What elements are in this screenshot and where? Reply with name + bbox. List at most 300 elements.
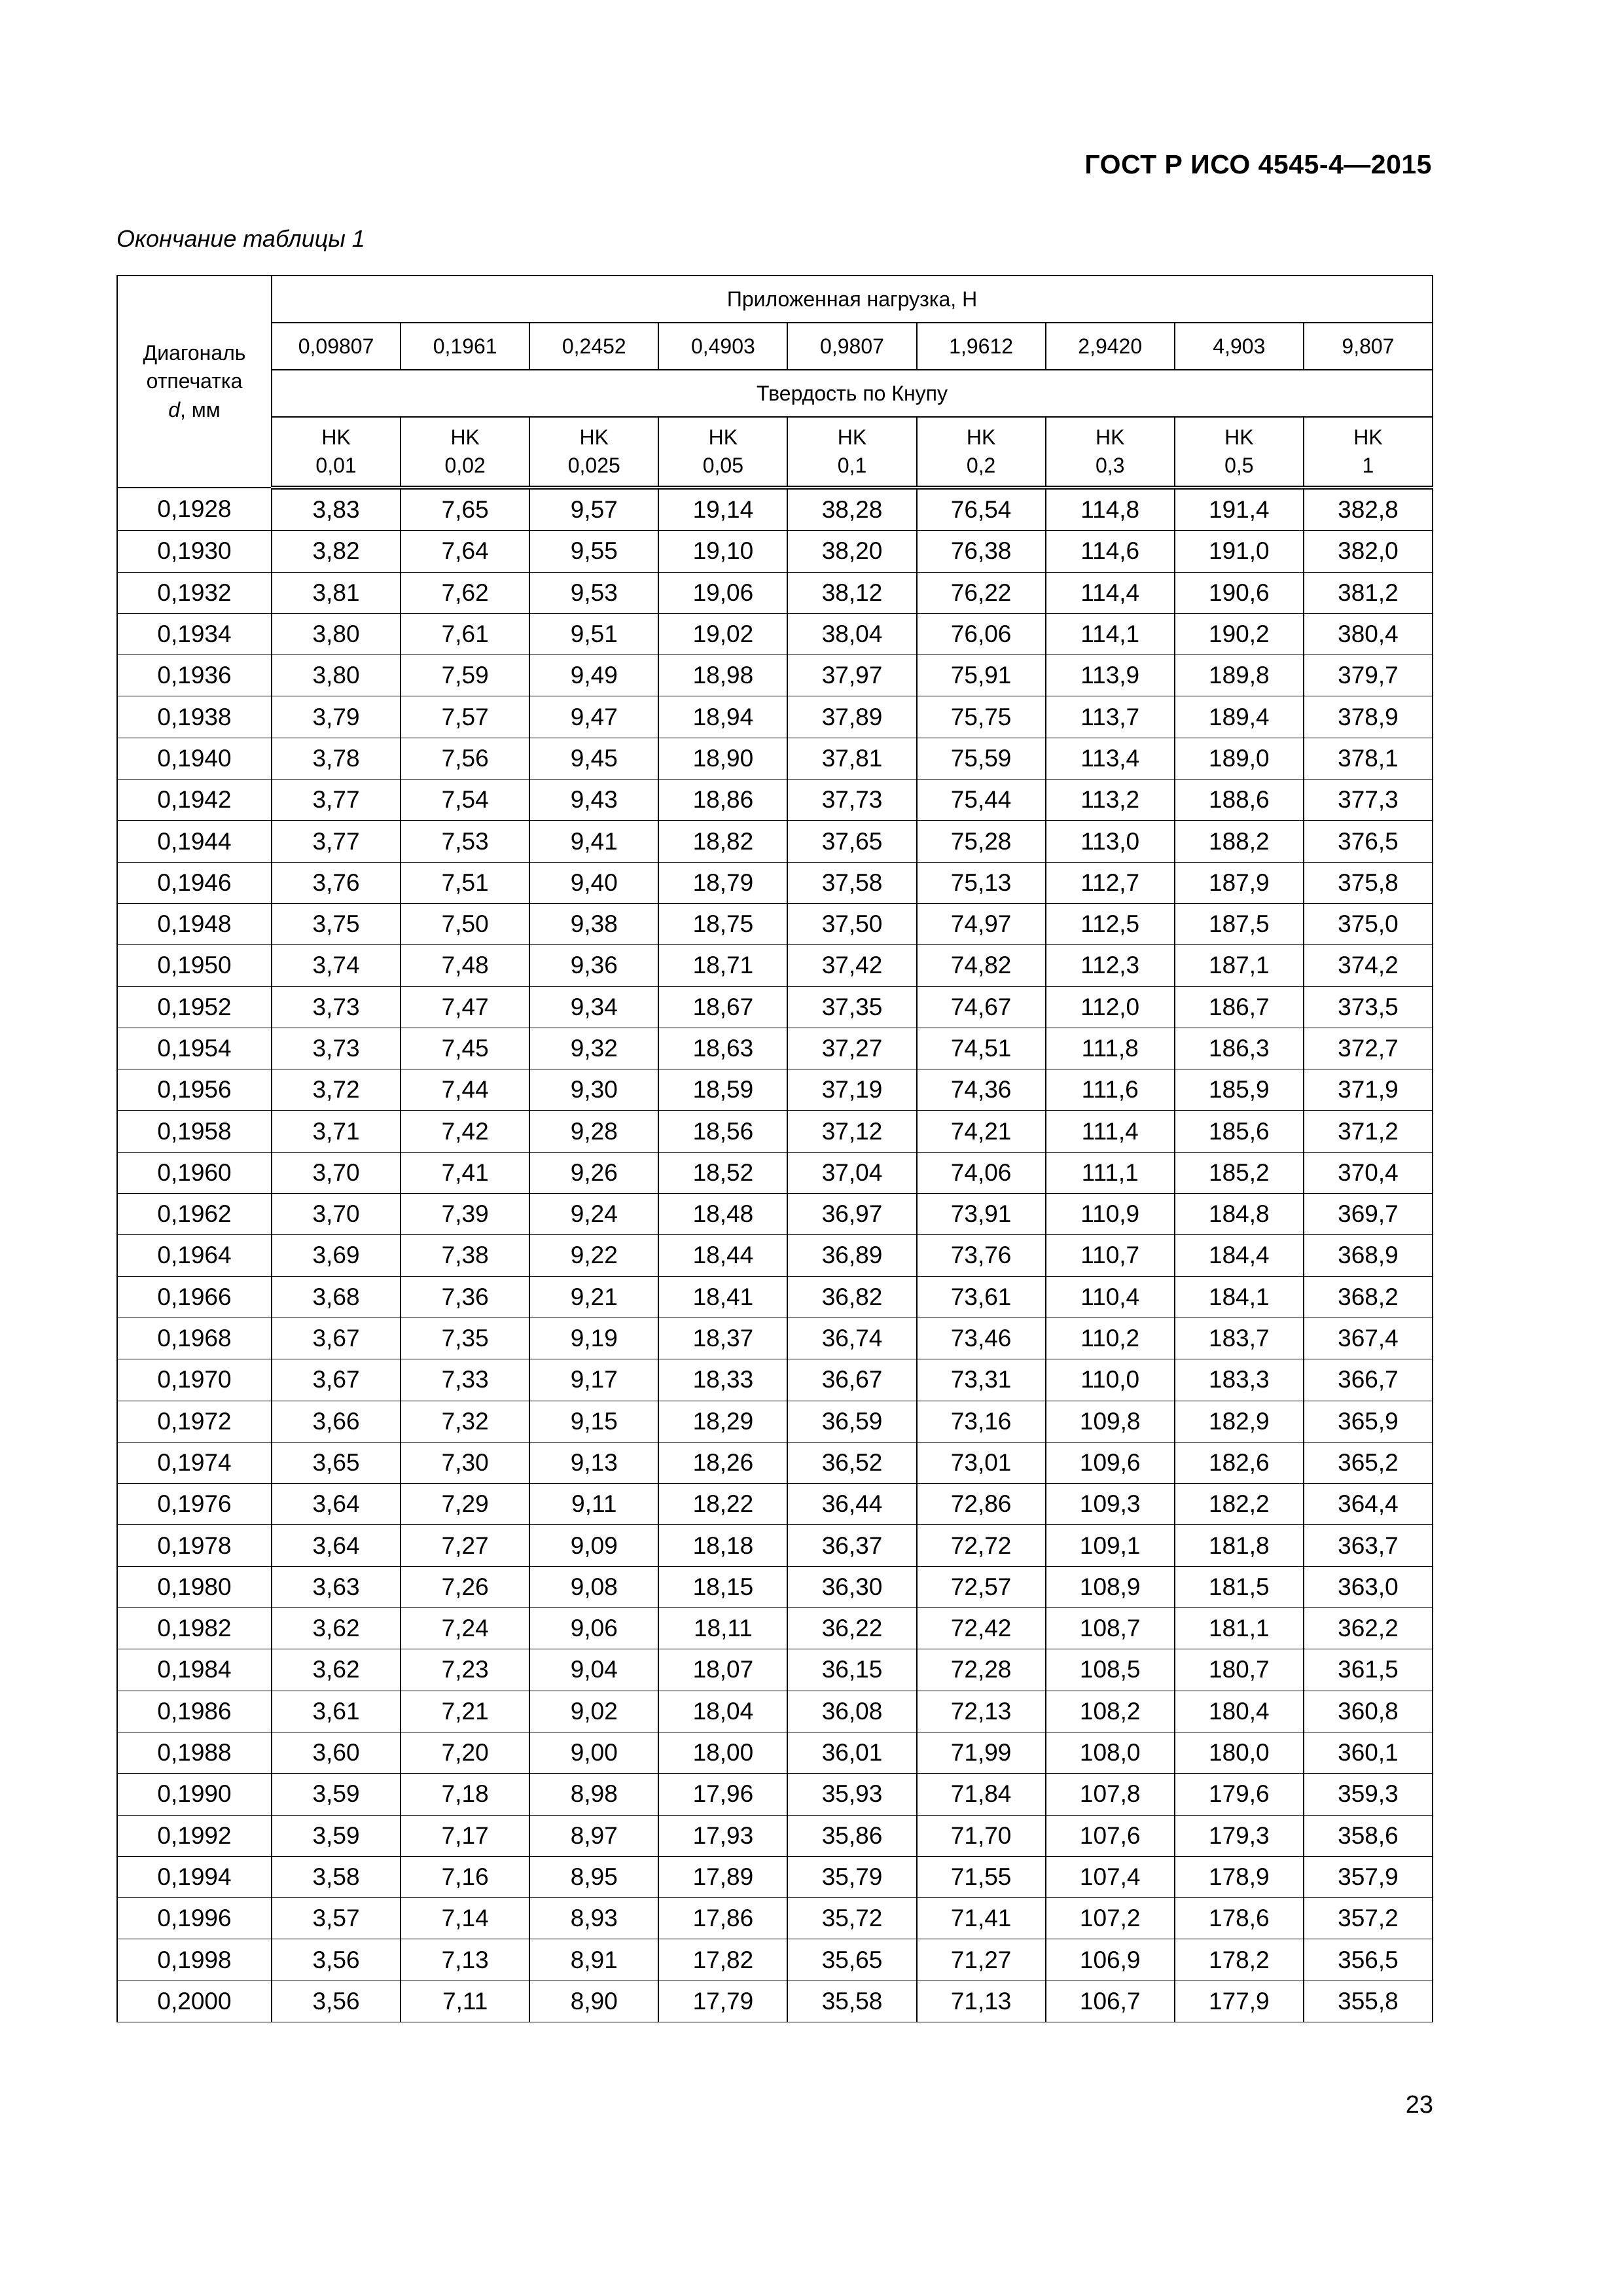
diagonal-cell: 0,1974 [117,1442,272,1483]
hardness-value-cell: 72,72 [917,1525,1046,1566]
hardness-value-cell: 3,63 [272,1566,401,1607]
diagonal-cell: 0,1950 [117,945,272,986]
hardness-value-cell: 19,06 [658,572,787,613]
diagonal-cell: 0,1942 [117,780,272,821]
hardness-value-cell: 3,80 [272,655,401,696]
hardness-value-cell: 7,56 [401,738,529,779]
hardness-value-cell: 3,61 [272,1691,401,1732]
hardness-value-cell: 37,89 [787,696,916,738]
table-row [117,862,1433,903]
table-row [117,1774,1433,1815]
hardness-value-cell: 381,2 [1304,572,1433,613]
hardness-value-cell: 8,90 [529,1981,658,2022]
hardness-value-cell: 7,57 [401,696,529,738]
hardness-value-cell: 9,09 [529,1525,658,1566]
table-body [117,488,1433,2022]
hardness-value-cell: 9,08 [529,1566,658,1607]
hardness-value-cell: 108,5 [1046,1649,1175,1691]
table-row [117,1235,1433,1276]
hardness-value-cell: 184,8 [1175,1194,1304,1235]
hardness-value-cell: 111,8 [1046,1028,1175,1069]
diagonal-symbol: d [168,397,180,422]
hardness-value-cell: 35,79 [787,1856,916,1897]
hardness-value-cell: 18,56 [658,1111,787,1152]
diagonal-cell: 0,1962 [117,1194,272,1235]
hardness-value-cell: 7,45 [401,1028,529,1069]
hardness-value-cell: 370,4 [1304,1152,1433,1193]
hardness-value-cell: 75,91 [917,655,1046,696]
hardness-value-cell: 369,7 [1304,1194,1433,1235]
hardness-scale-value: 0,1 [837,454,867,477]
hardness-value-cell: 18,48 [658,1194,787,1235]
hardness-value-cell: 108,7 [1046,1608,1175,1649]
hardness-value-cell: 7,54 [401,780,529,821]
hardness-value-cell: 72,57 [917,1566,1046,1607]
hardness-scale-symbol: HK [579,425,609,449]
hardness-value-cell: 189,4 [1175,696,1304,738]
hardness-value-cell: 178,2 [1175,1939,1304,1981]
hardness-value-cell: 184,4 [1175,1235,1304,1276]
diagonal-header-line2: отпечатка [146,369,243,393]
hardness-value-cell: 3,81 [272,572,401,613]
hardness-value-cell: 180,7 [1175,1649,1304,1691]
hardness-scale-header [917,417,1046,488]
hardness-value-cell: 7,26 [401,1566,529,1607]
table-row [117,1898,1433,1939]
hardness-value-cell: 71,55 [917,1856,1046,1897]
table-row [117,1152,1433,1193]
table-row [117,1111,1433,1152]
hardness-value-cell: 9,02 [529,1691,658,1732]
hardness-value-cell: 182,9 [1175,1401,1304,1442]
hardness-value-cell: 36,22 [787,1608,916,1649]
hardness-value-cell: 178,9 [1175,1856,1304,1897]
hardness-value-cell: 76,22 [917,572,1046,613]
load-value-header: 0,2452 [529,323,658,370]
table-row [117,1815,1433,1856]
hardness-value-cell: 114,1 [1046,613,1175,655]
hardness-value-cell: 9,47 [529,696,658,738]
diagonal-cell: 0,1934 [117,613,272,655]
hardness-value-cell: 36,97 [787,1194,916,1235]
hardness-value-cell: 185,9 [1175,1069,1304,1111]
hardness-value-cell: 371,9 [1304,1069,1433,1111]
hardness-value-cell: 3,70 [272,1152,401,1193]
hardness-value-cell: 8,98 [529,1774,658,1815]
hardness-value-cell: 75,13 [917,862,1046,903]
hardness-value-cell: 7,59 [401,655,529,696]
hardness-scale-row [117,417,1433,488]
diagonal-cell: 0,1982 [117,1608,272,1649]
diagonal-cell: 0,1928 [117,488,272,531]
hardness-value-cell: 113,4 [1046,738,1175,779]
table-row [117,1276,1433,1318]
hardness-value-cell: 3,65 [272,1442,401,1483]
hardness-value-cell: 185,2 [1175,1152,1304,1193]
diagonal-cell: 0,1958 [117,1111,272,1152]
diagonal-cell: 0,1944 [117,821,272,862]
hardness-value-cell: 362,2 [1304,1608,1433,1649]
hardness-value-cell: 72,42 [917,1608,1046,1649]
hardness-value-cell: 7,38 [401,1235,529,1276]
hardness-value-cell: 380,4 [1304,613,1433,655]
table-row [117,945,1433,986]
hardness-value-cell: 111,4 [1046,1111,1175,1152]
hardness-value-cell: 37,35 [787,986,916,1028]
hardness-value-cell: 182,6 [1175,1442,1304,1483]
hardness-value-cell: 7,24 [401,1608,529,1649]
hardness-value-cell: 9,36 [529,945,658,986]
table-row [117,1359,1433,1401]
hardness-value-cell: 181,1 [1175,1608,1304,1649]
load-value-header: 0,09807 [272,323,401,370]
hardness-value-cell: 9,55 [529,531,658,572]
hardness-value-cell: 75,75 [917,696,1046,738]
hardness-value-cell: 37,73 [787,780,916,821]
hardness-scale-value: 0,025 [567,454,620,477]
hardness-value-cell: 19,02 [658,613,787,655]
hardness-scale-value: 1 [1362,454,1374,477]
hardness-value-cell: 7,20 [401,1732,529,1773]
hardness-value-cell: 38,20 [787,531,916,572]
table-row [117,1401,1433,1442]
hardness-value-cell: 37,50 [787,903,916,944]
hardness-value-cell: 18,11 [658,1608,787,1649]
table-row [117,821,1433,862]
hardness-value-cell: 3,57 [272,1898,401,1939]
hardness-value-cell: 9,13 [529,1442,658,1483]
hardness-value-cell: 189,0 [1175,738,1304,779]
hardness-value-cell: 375,8 [1304,862,1433,903]
diagonal-cell: 0,1984 [117,1649,272,1691]
hardness-value-cell: 7,27 [401,1525,529,1566]
diagonal-cell: 0,1948 [117,903,272,944]
hardness-value-cell: 365,9 [1304,1401,1433,1442]
hardness-value-cell: 363,7 [1304,1525,1433,1566]
hardness-value-cell: 190,6 [1175,572,1304,613]
hardness-value-cell: 9,21 [529,1276,658,1318]
hardness-value-cell: 75,59 [917,738,1046,779]
hardness-value-cell: 3,72 [272,1069,401,1111]
diagonal-cell: 0,1932 [117,572,272,613]
hardness-value-cell: 72,86 [917,1484,1046,1525]
hardness-value-cell: 3,83 [272,488,401,531]
diagonal-cell: 0,1990 [117,1774,272,1815]
hardness-scale-value: 0,02 [444,454,486,477]
hardness-value-cell: 375,0 [1304,903,1433,944]
hardness-value-cell: 76,38 [917,531,1046,572]
hardness-value-cell: 3,79 [272,696,401,738]
hardness-value-cell: 3,60 [272,1732,401,1773]
hardness-value-cell: 3,70 [272,1194,401,1235]
hardness-value-cell: 3,69 [272,1235,401,1276]
hardness-value-cell: 182,2 [1175,1484,1304,1525]
hardness-value-cell: 7,32 [401,1401,529,1442]
hardness-value-cell: 7,16 [401,1856,529,1897]
hardness-value-cell: 3,77 [272,821,401,862]
hardness-value-cell: 7,47 [401,986,529,1028]
hardness-value-cell: 18,75 [658,903,787,944]
hardness-value-cell: 38,28 [787,488,916,531]
diagonal-cell: 0,1968 [117,1318,272,1359]
hardness-value-cell: 7,62 [401,572,529,613]
diagonal-cell: 0,1964 [117,1235,272,1276]
hardness-value-cell: 36,15 [787,1649,916,1691]
hardness-value-cell: 7,39 [401,1194,529,1235]
hardness-value-cell: 9,04 [529,1649,658,1691]
hardness-value-cell: 190,2 [1175,613,1304,655]
hardness-value-cell: 9,15 [529,1401,658,1442]
hardness-value-cell: 18,07 [658,1649,787,1691]
hardness-scale-header [529,417,658,488]
table-row [117,903,1433,944]
hardness-value-cell: 7,51 [401,862,529,903]
hardness-value-cell: 179,3 [1175,1815,1304,1856]
hardness-value-cell: 9,17 [529,1359,658,1401]
hardness-value-cell: 106,9 [1046,1939,1175,1981]
hardness-value-cell: 38,04 [787,613,916,655]
hardness-value-cell: 36,67 [787,1359,916,1401]
hardness-value-cell: 7,64 [401,531,529,572]
hardness-value-cell: 18,44 [658,1235,787,1276]
hardness-value-cell: 7,13 [401,1939,529,1981]
hardness-value-cell: 74,67 [917,986,1046,1028]
diagonal-cell: 0,1952 [117,986,272,1028]
hardness-value-cell: 37,04 [787,1152,916,1193]
hardness-scale-header [1175,417,1304,488]
table-row [117,531,1433,572]
hardness-value-cell: 184,1 [1175,1276,1304,1318]
hardness-value-cell: 73,01 [917,1442,1046,1483]
hardness-value-cell: 3,77 [272,780,401,821]
hardness-value-cell: 74,21 [917,1111,1046,1152]
hardness-value-cell: 3,62 [272,1608,401,1649]
diagonal-column-header [117,276,272,488]
table-row [117,1069,1433,1111]
hardness-value-cell: 179,6 [1175,1774,1304,1815]
hardness-value-cell: 18,29 [658,1401,787,1442]
hardness-value-cell: 109,3 [1046,1484,1175,1525]
hardness-value-cell: 9,11 [529,1484,658,1525]
hardness-value-cell: 109,6 [1046,1442,1175,1483]
hardness-value-cell: 9,28 [529,1111,658,1152]
hardness-scale-value: 0,5 [1224,454,1254,477]
hardness-value-cell: 360,1 [1304,1732,1433,1773]
table-row [117,1028,1433,1069]
hardness-value-cell: 75,44 [917,780,1046,821]
hardness-value-cell: 8,91 [529,1939,658,1981]
hardness-value-cell: 187,1 [1175,945,1304,986]
hardness-value-cell: 371,2 [1304,1111,1433,1152]
diagonal-cell: 0,1954 [117,1028,272,1069]
hardness-value-cell: 7,33 [401,1359,529,1401]
hardness-value-cell: 18,79 [658,862,787,903]
table-row [117,613,1433,655]
hardness-value-cell: 374,2 [1304,945,1433,986]
hardness-value-cell: 7,21 [401,1691,529,1732]
hardness-value-cell: 9,24 [529,1194,658,1235]
hardness-value-cell: 361,5 [1304,1649,1433,1691]
hardness-value-cell: 19,10 [658,531,787,572]
hardness-value-cell: 3,82 [272,531,401,572]
hardness-scale-header [272,417,401,488]
hardness-value-cell: 71,27 [917,1939,1046,1981]
hardness-value-cell: 366,7 [1304,1359,1433,1401]
hardness-scale-symbol: HK [708,425,738,449]
hardness-value-cell: 363,0 [1304,1566,1433,1607]
table-row [117,1194,1433,1235]
hardness-value-cell: 359,3 [1304,1774,1433,1815]
hardness-value-cell: 185,6 [1175,1111,1304,1152]
hardness-value-cell: 18,18 [658,1525,787,1566]
hardness-value-cell: 112,7 [1046,862,1175,903]
hardness-value-cell: 9,43 [529,780,658,821]
hardness-value-cell: 7,50 [401,903,529,944]
hardness-value-cell: 108,2 [1046,1691,1175,1732]
hardness-value-cell: 19,14 [658,488,787,531]
table-row [117,1981,1433,2022]
page-number: 23 [1405,2091,1433,2119]
hardness-value-cell: 9,32 [529,1028,658,1069]
hardness-value-cell: 7,53 [401,821,529,862]
hardness-value-cell: 37,12 [787,1111,916,1152]
hardness-value-cell: 3,58 [272,1856,401,1897]
hardness-value-cell: 35,86 [787,1815,916,1856]
hardness-value-cell: 3,64 [272,1484,401,1525]
hardness-value-cell: 37,58 [787,862,916,903]
hardness-value-cell: 36,59 [787,1401,916,1442]
hardness-value-cell: 183,7 [1175,1318,1304,1359]
hardness-value-cell: 7,23 [401,1649,529,1691]
hardness-value-cell: 17,86 [658,1898,787,1939]
table-row [117,1732,1433,1773]
hardness-value-cell: 18,71 [658,945,787,986]
table-caption: Окончание таблицы 1 [116,225,365,252]
hardness-value-cell: 7,36 [401,1276,529,1318]
hardness-value-cell: 35,72 [787,1898,916,1939]
hardness-value-cell: 3,73 [272,986,401,1028]
diagonal-cell: 0,1956 [117,1069,272,1111]
table-row [117,1608,1433,1649]
hardness-value-cell: 38,12 [787,572,916,613]
hardness-value-cell: 9,06 [529,1608,658,1649]
hardness-value-cell: 73,31 [917,1359,1046,1401]
load-value-header: 0,9807 [787,323,916,370]
hardness-value-cell: 114,6 [1046,531,1175,572]
hardness-value-cell: 37,42 [787,945,916,986]
hardness-value-cell: 107,4 [1046,1856,1175,1897]
hardness-value-cell: 74,06 [917,1152,1046,1193]
hardness-value-cell: 191,0 [1175,531,1304,572]
hardness-value-cell: 18,90 [658,738,787,779]
hardness-value-cell: 3,66 [272,1401,401,1442]
hardness-value-cell: 37,97 [787,655,916,696]
hardness-value-cell: 110,2 [1046,1318,1175,1359]
hardness-value-cell: 181,5 [1175,1566,1304,1607]
hardness-value-cell: 7,35 [401,1318,529,1359]
hardness-scale-symbol: HK [966,425,996,449]
hardness-value-cell: 3,68 [272,1276,401,1318]
table-row [117,986,1433,1028]
diagonal-cell: 0,1994 [117,1856,272,1897]
table-header [117,276,1433,488]
hardness-value-cell: 71,13 [917,1981,1046,2022]
hardness-value-cell: 9,22 [529,1235,658,1276]
table-row [117,1566,1433,1607]
hardness-value-cell: 73,76 [917,1235,1046,1276]
hardness-value-cell: 111,6 [1046,1069,1175,1111]
hardness-value-cell: 108,0 [1046,1732,1175,1773]
hardness-value-cell: 3,80 [272,613,401,655]
hardness-value-cell: 379,7 [1304,655,1433,696]
hardness-value-cell: 187,9 [1175,862,1304,903]
diagonal-cell: 0,1938 [117,696,272,738]
hardness-value-cell: 356,5 [1304,1939,1433,1981]
hardness-value-cell: 71,99 [917,1732,1046,1773]
hardness-value-cell: 71,41 [917,1898,1046,1939]
hardness-value-cell: 73,46 [917,1318,1046,1359]
hardness-value-cell: 17,89 [658,1856,787,1897]
diagonal-cell: 0,1998 [117,1939,272,1981]
hardness-value-cell: 74,97 [917,903,1046,944]
hardness-value-cell: 3,62 [272,1649,401,1691]
hardness-value-cell: 37,81 [787,738,916,779]
hardness-value-cell: 75,28 [917,821,1046,862]
diagonal-cell: 0,1978 [117,1525,272,1566]
table-row [117,1318,1433,1359]
hardness-value-cell: 378,9 [1304,696,1433,738]
hardness-value-cell: 18,15 [658,1566,787,1607]
hardness-value-cell: 7,29 [401,1484,529,1525]
hardness-value-cell: 7,14 [401,1898,529,1939]
load-value-header: 2,9420 [1046,323,1175,370]
hardness-value-cell: 109,8 [1046,1401,1175,1442]
hardness-value-cell: 17,79 [658,1981,787,2022]
hardness-value-cell: 186,7 [1175,986,1304,1028]
hardness-value-cell: 36,82 [787,1276,916,1318]
diagonal-cell: 0,1972 [117,1401,272,1442]
hardness-value-cell: 18,98 [658,655,787,696]
hardness-value-cell: 7,18 [401,1774,529,1815]
hardness-scale-symbol: HK [450,425,480,449]
hardness-value-cell: 71,70 [917,1815,1046,1856]
hardness-value-cell: 9,53 [529,572,658,613]
hardness-value-cell: 3,76 [272,862,401,903]
hardness-value-cell: 36,52 [787,1442,916,1483]
hardness-value-cell: 37,19 [787,1069,916,1111]
hardness-value-cell: 189,8 [1175,655,1304,696]
hardness-value-cell: 36,30 [787,1566,916,1607]
table-row [117,780,1433,821]
load-value-header: 0,4903 [658,323,787,370]
hardness-value-cell: 111,1 [1046,1152,1175,1193]
hardness-value-cell: 114,4 [1046,572,1175,613]
hardness-value-cell: 73,61 [917,1276,1046,1318]
hardness-value-cell: 17,96 [658,1774,787,1815]
table-row [117,1856,1433,1897]
hardness-value-cell: 36,44 [787,1484,916,1525]
hardness-value-cell: 112,3 [1046,945,1175,986]
load-value-header: 4,903 [1175,323,1304,370]
hardness-value-cell: 376,5 [1304,821,1433,862]
hardness-value-cell: 188,2 [1175,821,1304,862]
hardness-value-cell: 3,64 [272,1525,401,1566]
hardness-value-cell: 18,41 [658,1276,787,1318]
hardness-value-cell: 372,7 [1304,1028,1433,1069]
hardness-value-cell: 72,13 [917,1691,1046,1732]
hardness-scale-symbol: HK [837,425,867,449]
hardness-value-cell: 113,7 [1046,696,1175,738]
